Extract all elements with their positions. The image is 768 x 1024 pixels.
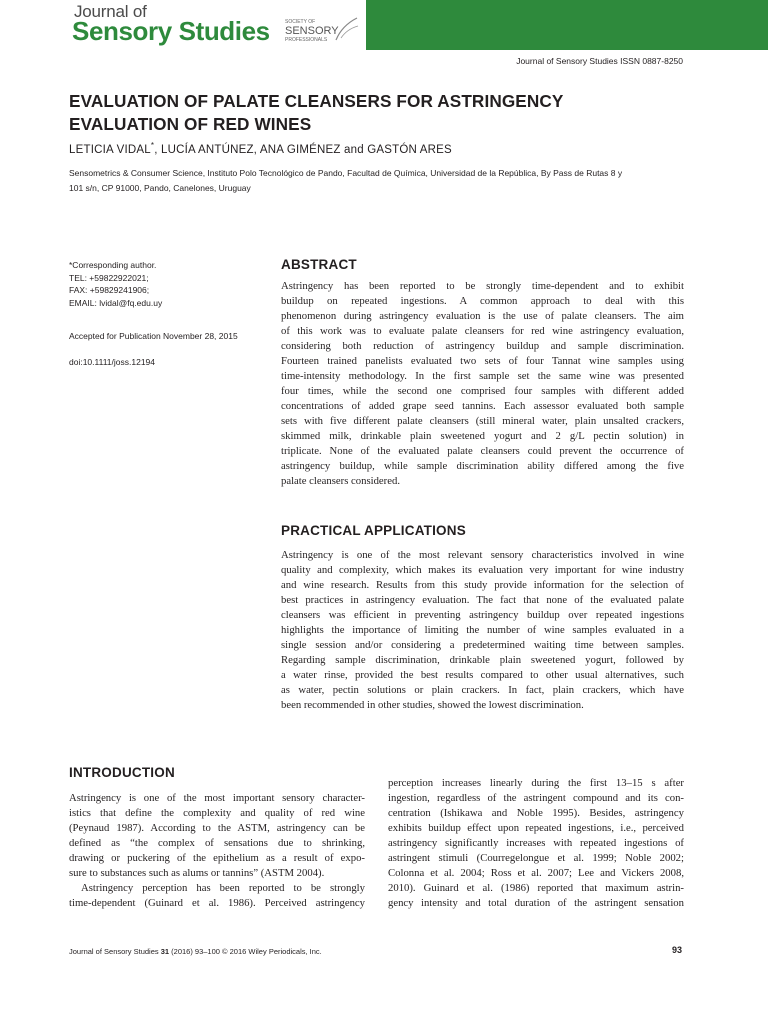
text-line: astringency significantly increases with repeated ingestions of: [388, 837, 684, 849]
text-line: phenomenon during astringency evaluation is the use of palate cleansers. The aim: [281, 310, 684, 322]
journal-issn: Journal of Sensory Studies ISSN 0887-8250: [516, 56, 683, 66]
practical-applications-body: [281, 548, 684, 713]
text-line: and wine research. Results from this study provide information for the selection of: [281, 579, 684, 591]
abstract-heading: ABSTRACT: [281, 257, 357, 272]
text-line: centration (Ishikawa and Noble 1995). Besides, astringency: [388, 807, 684, 819]
text-line: single session and/or considering a predetermined waiting time between samples.: [281, 639, 684, 651]
society-logo-line2: SENSORY: [285, 25, 339, 37]
affiliation-line-2: 101 s/n, CP 91000, Pando, Canelones, Uruguay: [69, 183, 251, 193]
text-line: istics that define the complexity and quality of red wine: [69, 807, 365, 819]
journal-logo: [66, 0, 366, 50]
text-line: time-intensity methodology. In the first sample set the same wine was presented: [281, 370, 684, 382]
corresponding-fax: FAX: +59829241906;: [69, 285, 150, 295]
society-logo: [281, 14, 361, 44]
text-line: four times, while the second one comprised four samples with different added: [281, 385, 684, 397]
text-line: as water, pectin solutions or plain crackers. In fact, plain crackers, which have: [281, 684, 684, 696]
doi-link[interactable]: doi:10.1111/joss.12194: [69, 357, 156, 367]
text-line: palate cleansers considered.: [281, 475, 400, 487]
text-line: ingestion, regardless of the astringent compound and its con-: [388, 792, 684, 804]
text-line: (Peynaud 1987). According to the ASTM, astringency can be: [69, 822, 365, 834]
practical-applications-heading: PRACTICAL APPLICATIONS: [281, 523, 466, 538]
article-title: [69, 90, 689, 136]
footer-citation: [69, 947, 322, 956]
title-line-2: EVALUATION OF RED WINES: [69, 114, 312, 134]
footer-rest: (2016) 93–100 © 2016 Wiley Periodicals, Inc.: [169, 947, 322, 956]
text-line: perception increases linearly during the first 13–15 s after: [388, 777, 684, 789]
text-line: considering both reduction of astringency buildup and sample discrimination.: [281, 340, 684, 352]
text-line: astringent stimuli (Courregelongue et al. 1999; Noble 2002;: [388, 852, 684, 864]
text-line: astringency buildup, while sample discrimination ability differed among the five: [281, 460, 684, 472]
text-line: defined as “the complex of sensations due to shrinking,: [69, 837, 365, 849]
footer-journal: Journal of Sensory Studies: [69, 947, 161, 956]
title-line-1: EVALUATION OF PALATE CLEANSERS FOR ASTRINGENCY: [69, 91, 564, 111]
text-line: highlights the importance of limiting the number of wine samples evaluated in a: [281, 624, 684, 636]
introduction-heading: INTRODUCTION: [69, 765, 175, 780]
text-line: drawing or puckering of the epithelium as a result of expo-: [69, 852, 365, 864]
text-line: sure to substances such as alums or tannins” (ASTM 2004).: [69, 867, 325, 879]
text-line: Astringency perception has been reported to be strongly: [81, 882, 365, 894]
journal-logo-line2: Sensory Studies: [72, 16, 270, 46]
corresponding-email[interactable]: EMAIL: lvidal@fq.edu.uy: [69, 297, 163, 308]
introduction-right-column: [388, 776, 684, 911]
text-line: Colonna et al. 2004; Ross et al. 2007; Lee and Vickers 2008,: [388, 867, 684, 879]
accepted-date: Accepted for Publication November 28, 2015: [69, 331, 238, 341]
text-line: 2010). Guinard et al. (1986) reported that maximum astrin-: [388, 882, 684, 894]
text-line: a water rinse, provided the best results compared to other usual alternatives, such: [281, 669, 684, 681]
text-line: cleansers was efficient in preventing astringency buildup over repeated ingestions: [281, 609, 684, 621]
text-line: quality and complexity, which makes its evaluation very important for wine industry: [281, 564, 684, 576]
footer-volume: 31: [160, 947, 170, 956]
corresponding-label: *Corresponding author.: [69, 260, 157, 270]
author-rest: , LUCÍA ANTÚNEZ, ANA GIMÉNEZ and GASTÓN ARES: [154, 143, 452, 156]
text-line: gency intensity and total duration of the astringent sensation: [388, 897, 684, 909]
corresponding-info: [69, 259, 269, 309]
text-line: exhibits buildup effect upon repeated ingestions, i.e., perceived: [388, 822, 684, 834]
text-line: sets with five different palate cleansers (still mineral water, plain unsalted crackers,: [281, 415, 684, 427]
text-line: Regarding sample discrimination, drinkable plain sweetened yogurt, followed by: [281, 654, 684, 666]
corresponding-tel: TEL: +59822922021;: [69, 272, 149, 283]
text-line: Astringency has been reported to be strongly time-dependent and to exhibit: [281, 280, 684, 292]
journal-logo-line1: Journal of: [74, 2, 147, 21]
text-line: of this work was to evaluate palate cleansers for red wine astringency evaluation,: [281, 325, 684, 337]
text-line: been recommended in other studies, showed the lowest discrimination.: [281, 699, 584, 711]
abstract-body: [281, 279, 684, 489]
affiliation-line-1: Sensometrics & Consumer Science, Instituto Polo Tecnológico de Pando, Facultad de Química, Universidad de la República, By Pass de Rutas 8 y: [69, 168, 623, 178]
journal-header-band: [366, 0, 768, 50]
introduction-left-column: [69, 791, 365, 911]
corresponding-marker: *: [150, 141, 155, 150]
author-first: LETICIA VIDAL: [69, 143, 151, 156]
society-logo-line1: SOCIETY OF: [285, 19, 316, 25]
text-line: triplicate. None of the evaluated palate cleansers could prevent the occurrence of: [281, 445, 684, 457]
society-logo-line3: PROFESSIONALS: [285, 37, 328, 43]
text-line: best practices in astringency evaluation. The fact that none of the evaluated palate: [281, 594, 684, 606]
text-line: Astringency is one of the most relevant sensory characteristics involved in wine: [281, 549, 684, 561]
affiliation: [69, 166, 689, 196]
text-line: skimmed milk, drinkable plain sweetened yogurt and 2 g/L pectin solution) in: [281, 430, 684, 442]
text-line: Astringency is one of the most important sensory character-: [69, 792, 365, 804]
page-number: 93: [671, 945, 682, 955]
text-line: buildup on repeated ingestions. A common approach to deal with this: [281, 295, 684, 307]
author-list: [69, 141, 452, 156]
text-line: concentrations of added grape seed tannins. Each assessor evaluated both sample: [281, 400, 684, 412]
text-line: Fourteen trained panelists evaluated two sets of four Tannat wine samples using: [281, 355, 684, 367]
text-line: time-dependent (Guinard et al. 1986). Perceived astringency: [69, 897, 365, 909]
